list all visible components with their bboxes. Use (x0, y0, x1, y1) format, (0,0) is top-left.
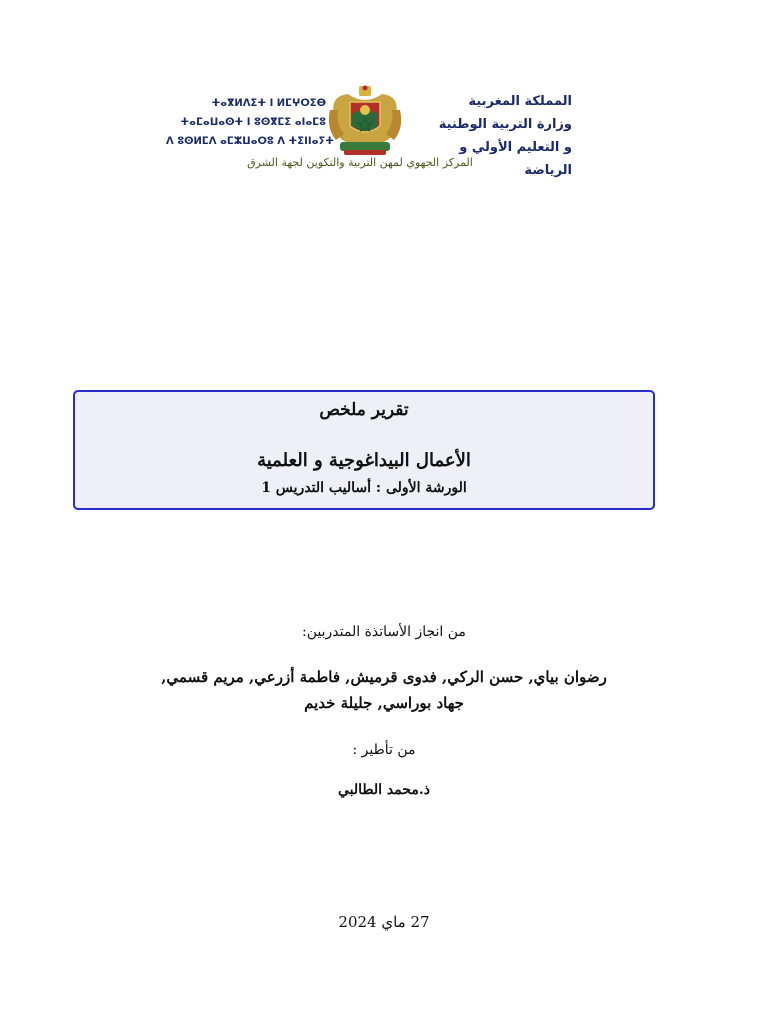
tifinagh-line: ⵜⴰⴳⵍⴷⵉⵜ ⵏ ⵍⵎⵖⵔⵉⴱ (211, 98, 326, 109)
tifinagh-institution-name (166, 94, 335, 151)
arabic-org-line: وزارة التربية الوطنية (438, 117, 572, 132)
supervision-label: من تأطير : (352, 742, 416, 758)
report-type: تقرير ملخص (319, 400, 409, 420)
supervisor-name: ذ.محمد الطالبي (337, 782, 431, 798)
authors-label: من انجاز الأساتذة المتدربين: (302, 624, 466, 640)
authors-line-2: جهاد بوراسي, جليلة خديم (304, 694, 464, 712)
coat-of-arms-icon (326, 84, 404, 158)
title-box (73, 390, 655, 510)
arabic-org-line: المملكة المغربية (468, 94, 572, 109)
regional-center-name: المركز الجهوي لمهن التربية والتكوين لجهة الشرق (247, 156, 473, 169)
authors-line-1: رضوان بياي, حسن الركي, فدوى قرميش, فاطمة أزرعي, مريم قسمي, (161, 668, 607, 686)
report-title: الأعمال البيداغوجية و العلمية (257, 450, 471, 471)
tifinagh-line: ⵜⴰⵎⴰⵡⴰⵙⵜ ⵏ ⵓⵙⴳⵎⵉ ⴰⵏⴰⵎⵓ (180, 117, 326, 128)
report-subtitle: الورشة الأولى : أساليب التدريس 1 (261, 480, 467, 496)
arabic-org-line: و التعليم الأولي و الرياضة (459, 140, 572, 178)
institution-header (160, 84, 580, 180)
report-date: 27 ماي 2024 (338, 913, 430, 931)
tifinagh-line: ⴷ ⵓⵙⵍⵎⴷ ⴰⵎⵣⵡⴰⵔⵓ ⴷ ⵜⵉⵏⵏⴰⵢⵜ (166, 136, 335, 147)
